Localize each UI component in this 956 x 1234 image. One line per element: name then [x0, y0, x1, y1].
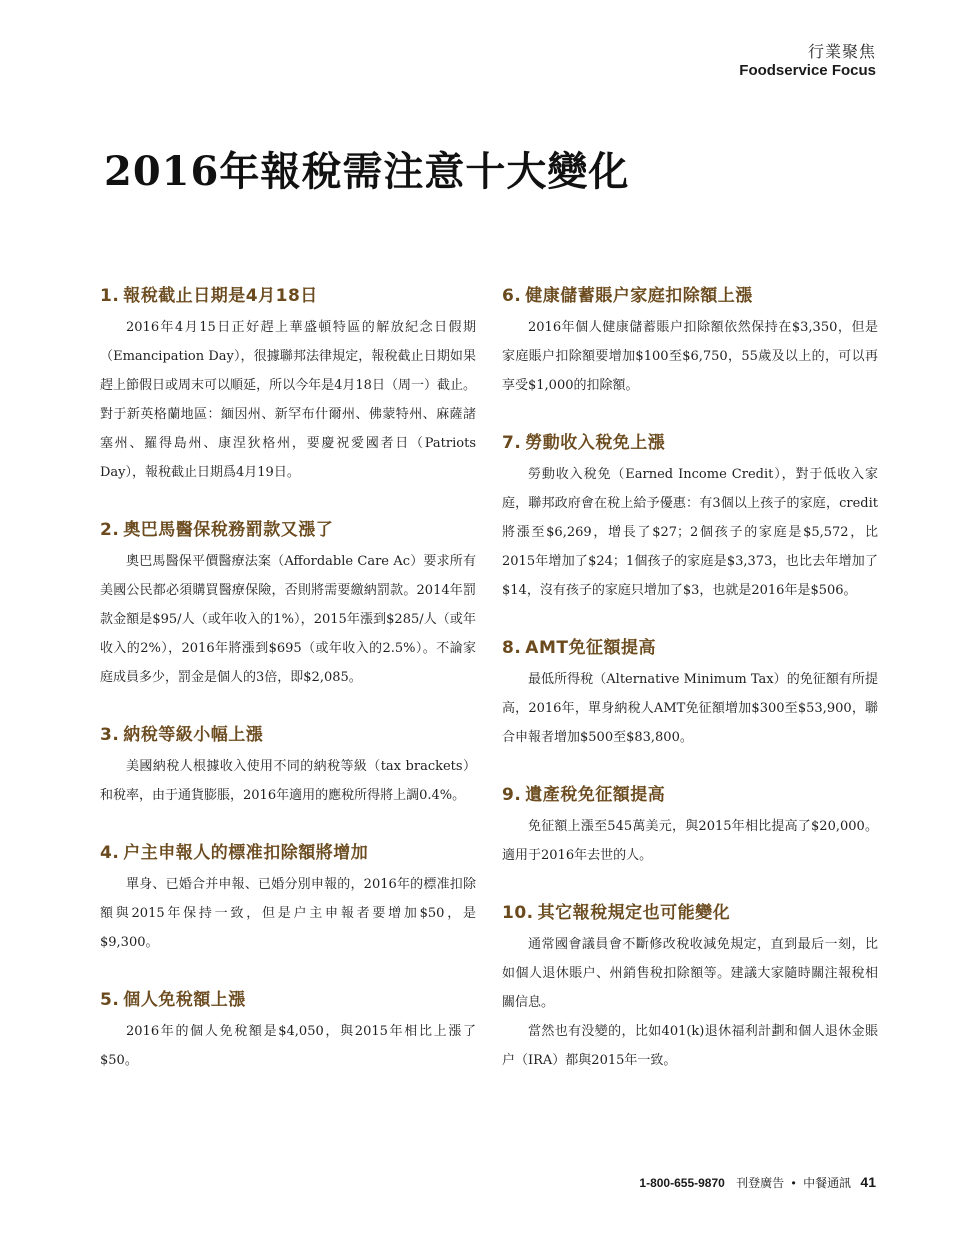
page-header: [739, 42, 876, 80]
section-paragraph: 通常國會議員會不斷修改稅收減免規定，直到最后一刻，比如個人退休賬户、州銷售稅扣除額等。建議大家隨時關注報稅相關信息。: [502, 937, 878, 1010]
section-heading-text: 户主申報人的標准扣除額將增加: [123, 843, 369, 863]
section-heading: [502, 635, 878, 661]
section-number: 9.: [502, 785, 522, 805]
section-number: 4.: [100, 843, 120, 863]
section-paragraph: 當然也有没變的，比如401(k)退休福利計劃和個人退休金賬户（IRA）都與2015年一致。: [502, 1024, 878, 1068]
left-column: [100, 283, 476, 1105]
section-number: 3.: [100, 725, 120, 745]
article-section: [502, 782, 878, 870]
article-section: [100, 722, 476, 810]
footer-bullet: •: [791, 1176, 796, 1190]
footer-phone: 1-800-655-9870: [639, 1176, 725, 1190]
section-heading-text: 健康儲蓄賬户家庭扣除額上漲: [525, 286, 753, 306]
section-heading: [100, 283, 476, 309]
section-heading-text: AMT免征額提高: [525, 638, 656, 658]
section-heading: [502, 283, 878, 309]
section-number: 7.: [502, 433, 522, 453]
section-heading: [502, 782, 878, 808]
section-paragraph: 勞動收入稅免（Earned Income Credit），對于低收入家庭，聯邦政府會在稅上給予優惠：有3個以上孩子的家庭，credit將漲至$6,269，增長了$27；2個孩子的家庭是$5,572，比2015年增加了$24；1個孩子的家庭是$3,373，也比去年增加了$14，沒有孩子的家庭只增加了$3，也就是2016年是$506。: [502, 467, 878, 598]
section-number: 6.: [502, 286, 522, 306]
article-section: [502, 635, 878, 752]
article-section: [502, 283, 878, 400]
section-paragraph: 奧巴馬醫保平價醫療法案（Affordable Care Ac）要求所有美國公民都必須購買醫療保險，否則將需要繳納罰款。2014年罰款金額是$95/人（或年收入的1%），2015年漲到$285/人（或年收入的2%），2016年將漲到$695（或年收入的2.5%）。不論家庭成員多少，罰金是個人的3倍，即$2,085。: [100, 554, 476, 685]
section-heading: [100, 722, 476, 748]
section-number: 8.: [502, 638, 522, 658]
page-number: 41: [860, 1174, 876, 1190]
article-section: [502, 430, 878, 605]
page-footer: [639, 1174, 876, 1191]
section-paragraph: 單身、已婚合并申報、已婚分別申報的，2016年的標准扣除額與2015年保持一致，但是户主申報者要增加$50，是$9,300。: [100, 877, 476, 950]
section-heading: [100, 840, 476, 866]
section-heading-text: 個人免稅額上漲: [123, 990, 246, 1010]
article-section: [100, 517, 476, 692]
section-heading-text: 遺產稅免征額提高: [525, 785, 666, 805]
section-paragraph: 美國納稅人根據收入使用不同的納稅等級（tax brackets）和稅率，由于通貨膨脹，2016年適用的應稅所得將上調0.4%。: [100, 759, 476, 803]
section-heading-text: 奧巴馬醫保稅務罰款又漲了: [123, 520, 334, 540]
section-heading: [502, 430, 878, 456]
section-paragraph: 2016年個人健康儲蓄賬户扣除額依然保持在$3,350，但是家庭賬户扣除額要增加$100至$6,750，55歲及以上的，可以再享受$1,000的扣除額。: [502, 320, 878, 393]
section-heading-text: 報稅截止日期是4月18日: [123, 286, 318, 306]
section-paragraph: 2016年的個人免稅額是$4,050，與2015年相比上漲了$50。: [100, 1024, 476, 1068]
footer-publication: 中餐通訊: [803, 1176, 852, 1190]
section-number: 10.: [502, 903, 534, 923]
right-column: [502, 283, 878, 1105]
section-heading-text: 納稅等級小幅上漲: [123, 725, 264, 745]
section-number: 1.: [100, 286, 120, 306]
section-paragraph: 免征額上漲至545萬美元，與2015年相比提高了$20,000。適用于2016年去世的人。: [502, 819, 878, 863]
section-category-en: Foodservice Focus: [739, 62, 876, 79]
footer-ad-label: 刊登廣告: [736, 1176, 785, 1190]
section-paragraph: 最低所得稅（Alternative Minimum Tax）的免征額有所提高，2016年，單身納稅人AMT免征額增加$300至$53,900，聯合申報者增加$500至$83,800。: [502, 672, 878, 745]
section-category-zh: 行業聚焦: [807, 42, 876, 61]
article-section: [100, 840, 476, 957]
section-paragraph: 2016年4月15日正好趕上華盛頓特區的解放紀念日假期（Emancipation Day），很據聯邦法律規定，報稅截止日期如果趕上節假日或周末可以順延，所以今年是4月18日（周一）截止。對于新英格蘭地區：緬因州、新罕布什爾州、佛蒙特州、麻薩諸塞州、羅得島州、康涅狄格州，要慶祝愛國者日（Patriots Day），報稅截止日期爲4月19日。: [100, 320, 476, 480]
section-number: 2.: [100, 520, 120, 540]
article-section: [100, 283, 476, 487]
section-number: 5.: [100, 990, 120, 1010]
section-heading-text: 勞動收入稅免上漲: [525, 433, 666, 453]
section-heading-text: 其它報稅規定也可能變化: [537, 903, 731, 923]
section-heading: [502, 900, 878, 926]
article-section: [502, 900, 878, 1075]
article-title: 2016年報稅需注意十大變化: [104, 148, 630, 195]
section-heading: [100, 517, 476, 543]
article-section: [100, 987, 476, 1075]
section-heading: [100, 987, 476, 1013]
